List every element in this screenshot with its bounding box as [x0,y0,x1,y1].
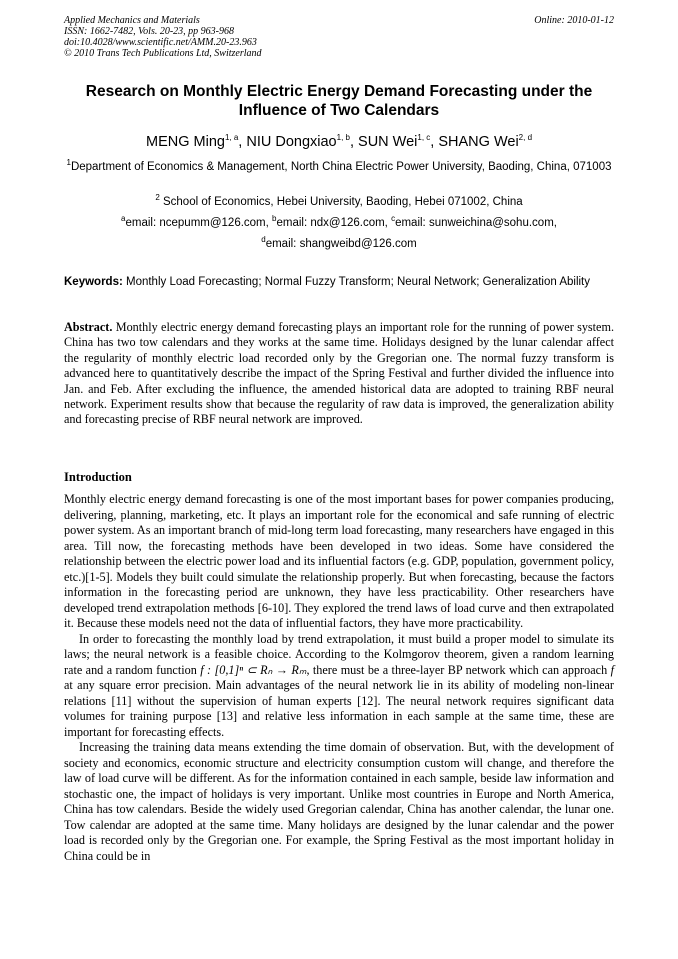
email-b: email: ndx@126.com, [276,217,392,229]
journal-copyright: © 2010 Trans Tech Publications Ltd, Switzerland [64,48,262,59]
email-line-2: $^d$email: shangweibd@126.com [261,235,417,250]
affiliation-2: $^2$ School of Economics, Hebei University, Baoding, Hebei 071002, China [155,193,523,208]
online-date: Online: 2010-01-12 [534,15,614,26]
author-sup: 1, a [224,133,239,143]
journal-doi: doi:10.4028/www.scientific.net/AMM.20-23.963 [64,37,257,48]
author-name: NIU Dongxiao [246,134,337,150]
paragraph: Monthly electric energy demand forecasting is one of the most important bases for power companies producing, delivering, planning, marketing, etc. It plays an important role for the economical and safe running of electric power system. As an important branch of mid-long term load forecasting, many researchers have engaged in this area. Till now, the forecasting methods have been developed in two ideas. Some have considered the relationship between the electric power load and its influential factors (e.g. GDP, population, government policy, etc.)[1-5]. Models they built could simulate the relationship properly. But when forecasting, because the factors information in the forecasting period are unknown, they have less practicability. Other researchers have developed trend extrapolation methods [6-10]. They explored the trend laws of load curve and then extrapolated it. Because these models need not the data of influential factors, they have more practicability. [64,492,614,630]
abstract [64,320,614,428]
keywords [64,275,614,289]
keywords-label: Keywords: [64,276,123,288]
author-sup: 1, c [417,133,431,143]
author-sup: 1, b [336,133,350,143]
abstract-text: Monthly electric energy demand forecasting plays an important role for the running of power system. China has two tow calendars and they works at the same time. Holidays designed by the lunar calendar affect the regularity of monthly electric load recorded only by the Gregorian one. The normal fuzzy transform is advanced here to quantitatively describe the impact of the Spring Festival and further divided the influence into Jan. and Feb. After excluding the influence, the amended historical data are adopted to training RBF neural network. Experiment results show that because the regularity of raw data is improved, the generalization ability and forecasting precise of RBF neural network are improved. [64,320,614,427]
paper-title: Research on Monthly Electric Energy Demand Forecasting under the Influence of Two Calendars [85,83,593,119]
section-heading-introduction: Introduction [64,470,132,484]
paragraph: In order to forecasting the monthly load by trend extrapolation, it must build a proper model to simulate its laws; the neural network is a feasible choice. According to the Kolmgorov theorem, given a random learning rate and a random function f : [0,1]ⁿ ⊂ Rₙ → Rₘ, there must be a three-layer BP network which can approach f at any square error precision. Main advantages of the neural network lie in its ability of modeling non-linear relations [11] without the supervision of human experts [12]. The neural network requires significant data volumes for training purpose [13] and relative less information in each sample at the same time, these are important for forecasting effects. [64,631,614,739]
function-formula: f : [0,1]ⁿ ⊂ Rₙ → Rₘ [200,662,307,677]
author-list: MENG Ming$^{1, a}$, NIU Dongxiao$^{1, b}$, SUN Wei$^{1, c}$, SHANG Wei$^{2, d}$ [145,133,533,150]
keywords-text: Monthly Load Forecasting; Normal Fuzzy Transform; Neural Network; Generalization Ability [122,276,591,288]
email-a: email: ncepumm@126.com, [125,217,273,229]
journal-header [64,15,614,59]
introduction-body [64,492,614,864]
affiliation-1: $^1$Department of Economics & Management, North China Electric Power University, Baoding, China, 071003 [66,158,612,173]
journal-issn: ISSN: 1662-7482, Vols. 20-23, pp 963-968 [64,26,234,37]
journal-name: Applied Mechanics and Materials [64,15,200,26]
paragraph: Increasing the training data means extending the time domain of observation. But, with the development of society and economics, economic structure and electricity consumption custom will change, and therefore the law of load curve will be different. As for the information contained in each sample, beside law information and stochastic one, the impact of holidays is very important. Unlike most countries in Europe and North America, China has tow calendars. Beside the widely used Gregorian calendar, China has another calendar, the lunar one. Tow calendar are adopted at the same time. Many holidays are designed by the lunar calendar and the power load is recorded only by the Gregorian one. For example, the Spring Festival as the most important holiday in China could be in [64,740,614,863]
abstract-label: Abstract. [64,320,113,334]
author-name: SHANG Wei [438,134,519,150]
author-name: SUN Wei [358,134,418,150]
author-name: MENG Ming [145,134,225,150]
email-d: email: shangweibd@126.com [265,238,417,250]
email-c: email: sunweichina@sohu.com, [395,217,557,229]
author-sup: 2, d [518,133,533,143]
email-line-1: $^a$email: ncepumm@126.com, $^b$email: ndx@126.com, $^c$email: sunweichina@sohu.com, [121,214,557,229]
